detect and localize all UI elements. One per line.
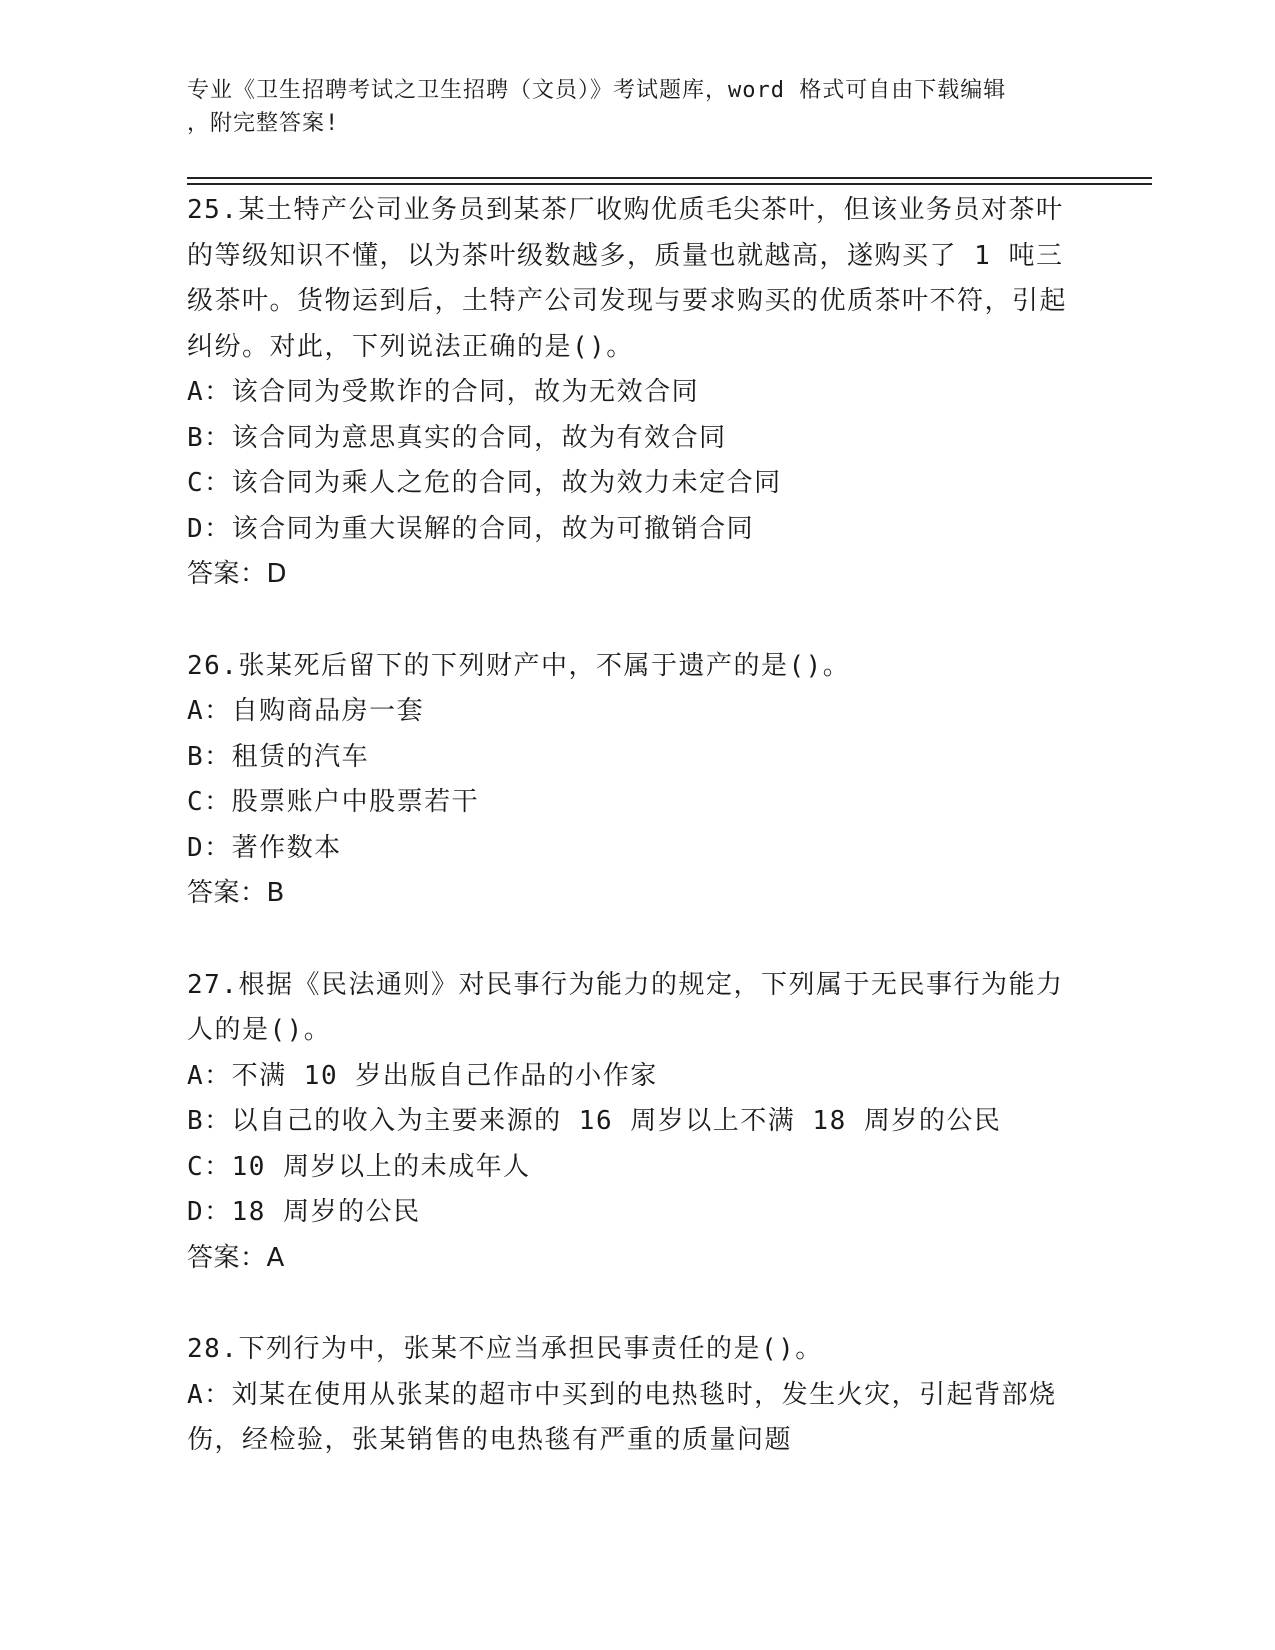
header-divider-bottom [187, 183, 1152, 185]
question-list [187, 188, 1067, 1464]
question-27 [187, 963, 1067, 1282]
document-header [187, 74, 1067, 140]
option-a: A：自购商品房一套 [187, 696, 425, 726]
answer: 答案：B [187, 878, 285, 908]
option-a: A：不满 10 岁出版自己作品的小作家 [187, 1060, 658, 1091]
option-c: C：10 周岁以上的未成年人 [187, 1151, 531, 1182]
option-a: A：刘某在使用从张某的超市中买到的电热毯时，发生火灾，引起背部烧伤，经检验，张某销售的电热毯有严重的质量问题 [187, 1379, 1057, 1455]
header-divider-top [187, 177, 1152, 179]
question-text: 27.根据《民法通则》对民事行为能力的规定，下列属于无民事行为能力人的是()。 [187, 969, 1064, 1045]
option-b: B：以自己的收入为主要来源的 16 周岁以上不满 18 周岁的公民 [187, 1106, 1002, 1136]
option-c: C：该合同为乘人之危的合同，故为效力未定合同 [187, 468, 782, 498]
answer: 答案：A [187, 1242, 285, 1273]
option-d: D：该合同为重大误解的合同，故为可撤销合同 [187, 513, 755, 544]
option-c: C：股票账户中股票若干 [187, 787, 480, 817]
question-25 [187, 188, 1067, 598]
option-b: B：该合同为意思真实的合同，故为有效合同 [187, 422, 727, 453]
answer: 答案：D [187, 559, 288, 589]
option-b: B：租赁的汽车 [187, 741, 370, 772]
header-line-2: ，附完整答案! [187, 111, 340, 136]
question-28 [187, 1327, 1067, 1464]
question-text: 28.下列行为中，张某不应当承担民事责任的是()。 [187, 1334, 823, 1364]
question-text: 26.张某死后留下的下列财产中，不属于遗产的是()。 [187, 650, 851, 681]
header-line-1: 专业《卫生招聘考试之卫生招聘（文员）》考试题库，word 格式可自由下载编辑 [187, 78, 1007, 103]
question-text: 25.某土特产公司业务员到某茶厂收购优质毛尖茶叶，但该业务员对茶叶的等级知识不懂，以为茶叶级数越多，质量也就越高，遂购买了 1 吨三级茶叶。货物运到后，土特产公司发现与要求购买的优质茶叶不符，引起纠纷。对此，下列说法正确的是()。 [187, 195, 1068, 362]
option-a: A：该合同为受欺诈的合同，故为无效合同 [187, 377, 700, 407]
question-26 [187, 644, 1067, 917]
option-d: D：18 周岁的公民 [187, 1197, 421, 1227]
option-d: D：著作数本 [187, 832, 342, 863]
